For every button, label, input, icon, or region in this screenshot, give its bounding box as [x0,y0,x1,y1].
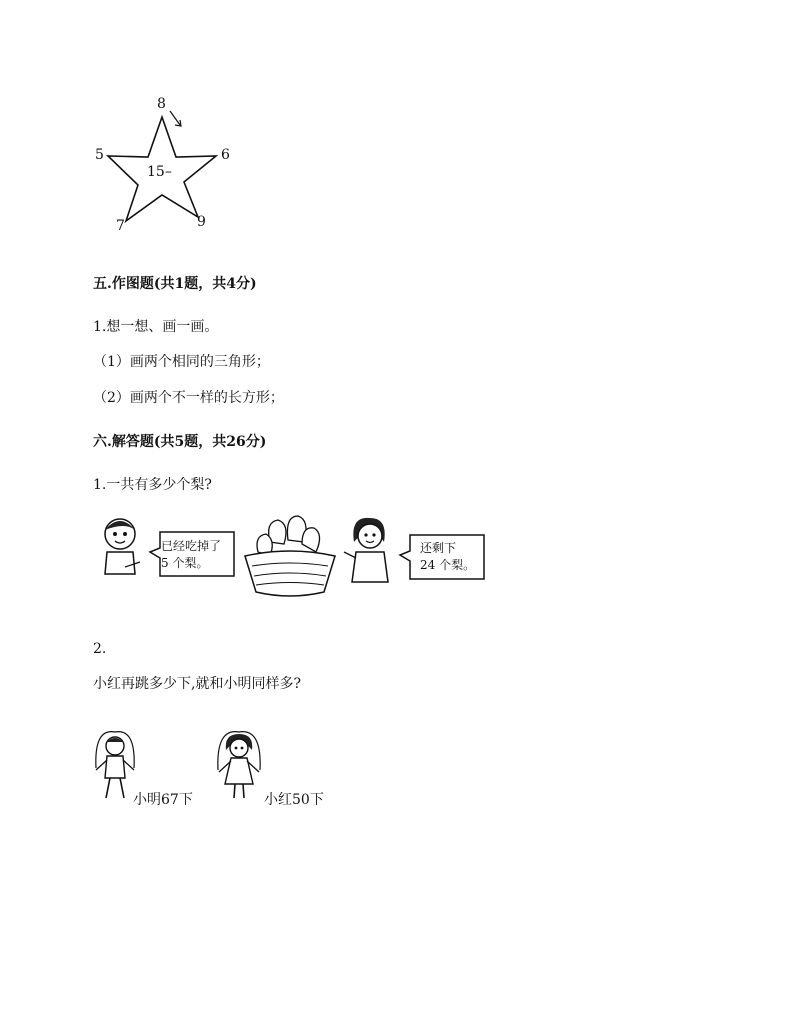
star-top-number: 8 [157,96,166,112]
section-six-question-1: 1.一共有多少个梨? [93,477,212,493]
speech-bubble-left [148,530,238,580]
label-xiaoming: 小明67下 [133,792,193,808]
section-six-heading: 六.解答题(共5题，共26分) [93,434,267,450]
bubble-left-line-1: 已经吃掉了 [161,539,222,553]
star-center-expression: 15– [147,164,172,180]
pear-basket-icon [240,512,340,597]
star-bottom-left-number: 7 [116,218,125,234]
star-right-number: 6 [221,147,230,163]
label-xiaohong: 小红50下 [264,792,324,808]
section-five-question-1b: （2）画两个不一样的长方形； [93,390,284,406]
girl-jumping-icon [212,728,267,803]
section-five-question-1a: （1）画两个相同的三角形； [93,354,270,370]
section-six-question-2-number: 2. [93,641,107,657]
boy-icon [95,512,155,582]
bubble-right-line-2: 24 个梨。 [420,558,476,572]
section-six-question-2: 小红再跳多少下,就和小明同样多? [93,676,301,692]
star-bottom-right-number: 9 [197,214,206,230]
section-five-heading: 五.作图题(共1题，共4分) [93,276,257,292]
bubble-left-line-2: 5 个梨。 [161,556,209,570]
woman-icon [340,512,400,584]
star-left-number: 5 [95,147,104,163]
section-five-question-1: 1.想一想、画一画。 [93,319,219,335]
bubble-right-line-1: 还剩下 [420,541,457,555]
arrow-icon [170,111,180,125]
